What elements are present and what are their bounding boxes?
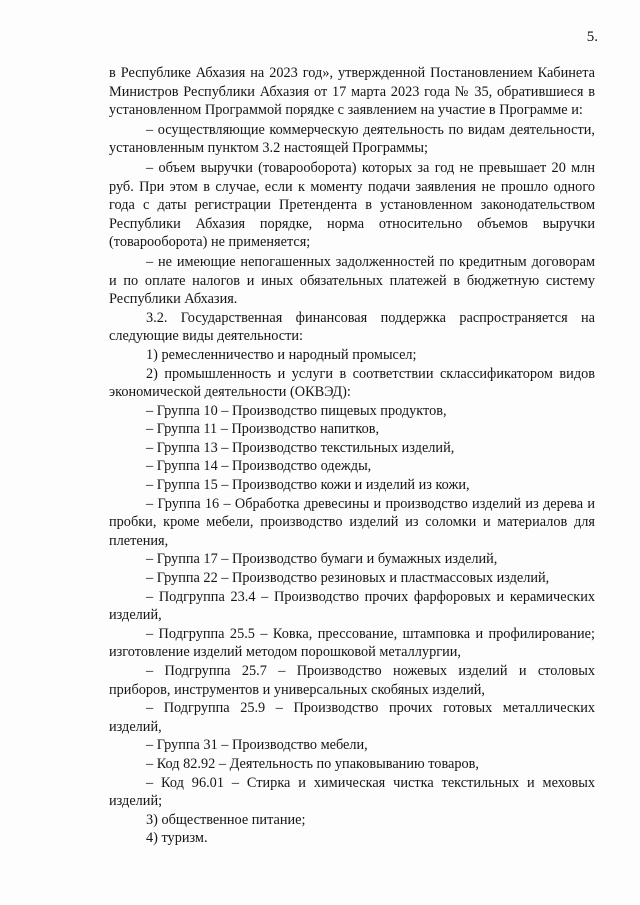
document-body (109, 64, 595, 848)
okved-code-82-92: – Код 82.92 – Деятельность по упаковыванию товаров, (146, 755, 479, 772)
okved-subgroup-25-5: – Подгруппа 25.5 – Ковка, прессование, штамповка и профилирование; изготовление изделий методом порошковой металлургии, (109, 625, 595, 661)
okved-subgroup-23-4: – Подгруппа 23.4 – Производство прочих фарфоровых и керамических изделий, (109, 588, 595, 624)
paragraph-program-reference: в Республике Абхазия на 2023 год», утвержденной Постановлением Кабинета Министров Республики Абхазия от 17 марта 2023 года № 35, обратившиеся в установленном Программой порядке с заявлением на участие в Программе и: (109, 65, 595, 119)
okved-code-96-01: – Код 96.01 – Стирка и химическая чистка текстильных и меховых изделий; (109, 774, 595, 810)
list-item-tourism: 4) туризм. (146, 830, 208, 847)
okved-group-11: – Группа 11 – Производство напитков, (146, 421, 380, 438)
okved-group-15: – Группа 15 – Производство кожи и изделий из кожи, (146, 477, 470, 494)
okved-group-13: – Группа 13 – Производство текстильных изделий, (146, 439, 455, 456)
okved-subgroup-25-7: – Подгруппа 25.7 – Производство ножевых изделий и столовых приборов, инструментов и универсальных скобяных изделий, (109, 663, 595, 698)
okved-group-17: – Группа 17 – Производство бумаги и бумажных изделий, (146, 551, 498, 568)
paragraph-no-debts: – не имеющие непогашенных задолженностей по кредитным договорам и по оплате налогов и иных обязательных платежей в бюджетную систему Республики Абхазия. (109, 253, 595, 308)
list-item-industry-services: 2) промышленность и услуги в соответствии склассификатором видов экономической деятельности (ОКВЭД): (109, 365, 595, 401)
paragraph-commercial-activity: – осуществляющие коммерческую деятельность по видам деятельности, установленным пунктом 3.2 настоящей Программы; (109, 121, 595, 157)
okved-subgroup-25-9: – Подгруппа 25.9 – Производство прочих готовых металлических изделий, (109, 700, 595, 735)
list-item-crafts: 1) ремесленничество и народный промысел; (146, 346, 417, 363)
okved-group-31: – Группа 31 – Производство мебели, (146, 737, 368, 754)
okved-group-16: – Группа 16 – Обработка древесины и производство изделий из дерева и пробки, кроме мебели, производство изделий из соломки и материалов для плетения, (109, 495, 595, 549)
page-number: 5. (586, 29, 598, 45)
okved-group-22: – Группа 22 – Производство резиновых и пластмассовых изделий, (146, 570, 550, 587)
list-item-catering: 3) общественное питание; (146, 811, 306, 828)
okved-group-14: – Группа 14 – Производство одежды, (146, 458, 372, 475)
paragraph-section-3-2: 3.2. Государственная финансовая поддержка распространяется на следующие виды деятельности: (109, 309, 595, 345)
okved-group-10: – Группа 10 – Производство пищевых продуктов, (146, 402, 447, 419)
paragraph-revenue-limit: – объем выручки (товарооборота) которых за год не превышает 20 млн руб. При этом в случае, если к моменту подачи заявления не прошло одного года с даты регистрации Претендента в установленном законодательством Республики Абхазия порядке, норма относительно объемов выручки (товарооборота) не применяется; (109, 159, 595, 251)
